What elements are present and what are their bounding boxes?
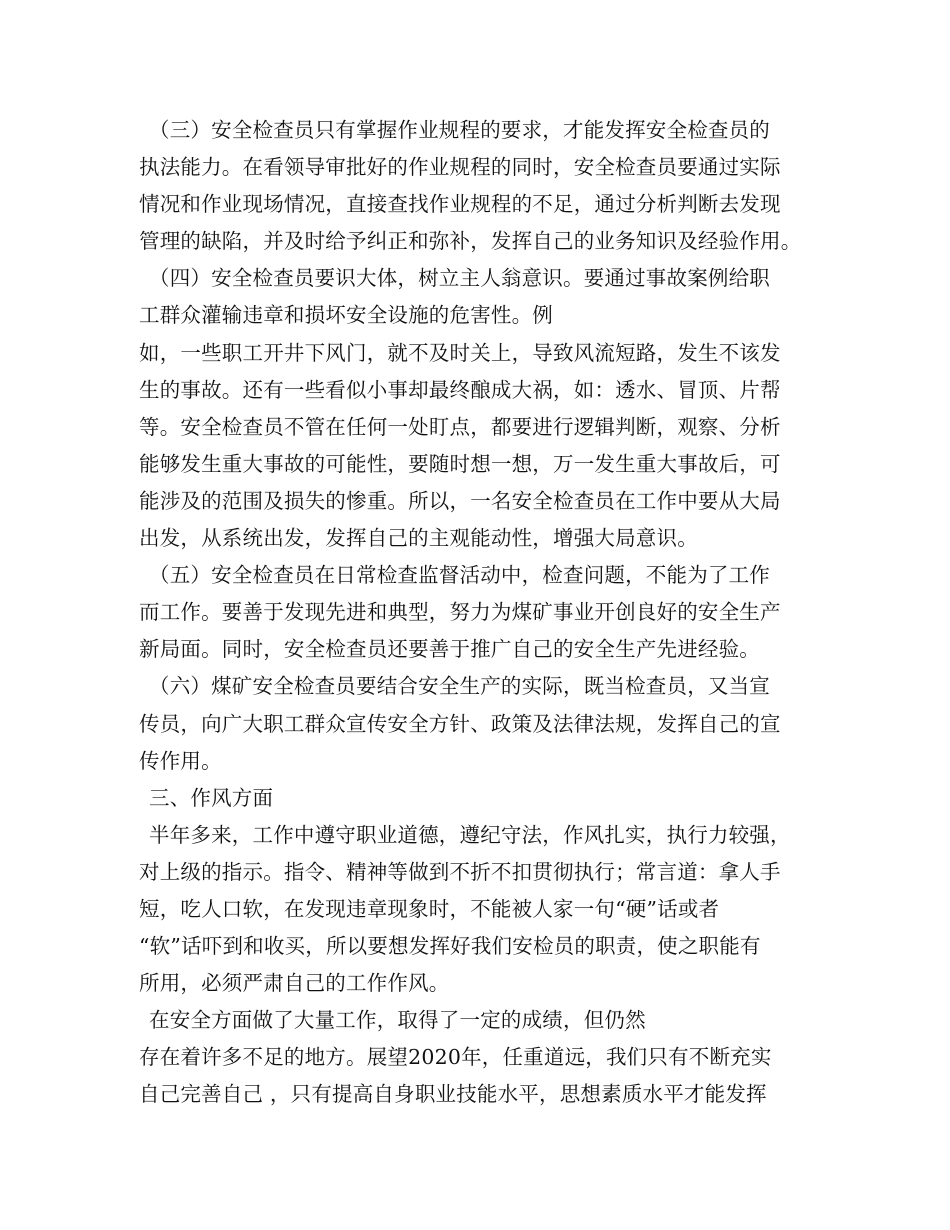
text-line: 如，一些职工开井下风门，就不及时关上，导致风流短路，发生不该发 [139, 340, 781, 365]
text-line: 短，吃人口软，在发现违章现象时，不能被人家一句“硬”话或者 [139, 896, 720, 921]
text-line: （五）安全检查员在日常检查监督活动中，检查问题，不能为了工作 [149, 563, 770, 588]
text-line: 能涉及的范围及损失的惨重。所以，一名安全检查员在工作中要从大局 [139, 488, 781, 513]
text-line: 执法能力。在看领导审批好的作业规程的同时，安全检查员要通过实际 [139, 155, 781, 180]
text-line: “软”话吓到和收买，所以要想发挥好我们安检员的职责，使之职能有 [139, 934, 761, 959]
text-line: （六）煤矿安全检查员要结合安全生产的实际，既当检查员，又当宣 [149, 674, 770, 699]
text-line: （四）安全检查员要识大体，树立主人翁意识。要通过事故案例给职 [149, 266, 770, 291]
text-line: 传作用。 [139, 748, 222, 773]
text-line: 传员，向广大职工群众宣传安全方针、政策及法律法规，发挥自己的宣 [139, 711, 781, 736]
text-line: 出发，从系统出发，发挥自己的主观能动性，增强大局意识。 [139, 526, 698, 551]
text-line: 而工作。要善于发现先进和典型，努力为煤矿事业开创良好的安全生产 [139, 600, 781, 625]
text-line: 新局面。同时，安全检查员还要善于推广自己的安全生产先进经验。 [139, 637, 760, 662]
section-heading: 三、作风方面 [149, 785, 274, 810]
text-line: 情况和作业现场情况，直接查找作业规程的不足，通过分析判断去发现 [139, 192, 781, 217]
text-line: 自己完善自己 ，只有提高自身职业技能水平，思想素质水平才能发挥 [139, 1082, 767, 1107]
text-line: 对上级的指示。指令、精神等做到不折不扣贯彻执行；常言道：拿人手 [139, 859, 781, 884]
text-line: 管理的缺陷，并及时给予纠正和弥补，发挥自己的业务知识及经验作用。 [139, 229, 802, 254]
text-line: 存在着许多不足的地方。展望2020年，任重道远，我们只有不断充实 [139, 1045, 772, 1070]
text-line: 生的事故。还有一些看似小事却最终酿成大祸，如：透水、冒顶、片帮 [139, 377, 781, 402]
text-line: 半年多来，工作中遵守职业道德，遵纪守法，作风扎实，执行力较强， [149, 822, 791, 847]
text-line: 等。安全检查员不管在任何一处盯点，都要进行逻辑判断，观察、分析 [139, 414, 781, 439]
document-body [139, 112, 829, 1114]
text-line: 所用，必须严肃自己的工作作风。 [139, 971, 450, 996]
text-line: （三）安全检查员只有掌握作业规程的要求，才能发挥安全检查员的 [149, 118, 770, 142]
text-line: 工群众灌输违章和损坏安全设施的危害性。例 [139, 303, 553, 328]
text-line: 能够发生重大事故的可能性，要随时想一想，万一发生重大事故后，可 [139, 451, 781, 476]
text-line: 在安全方面做了大量工作，取得了一定的成绩，但仍然 [149, 1008, 646, 1033]
